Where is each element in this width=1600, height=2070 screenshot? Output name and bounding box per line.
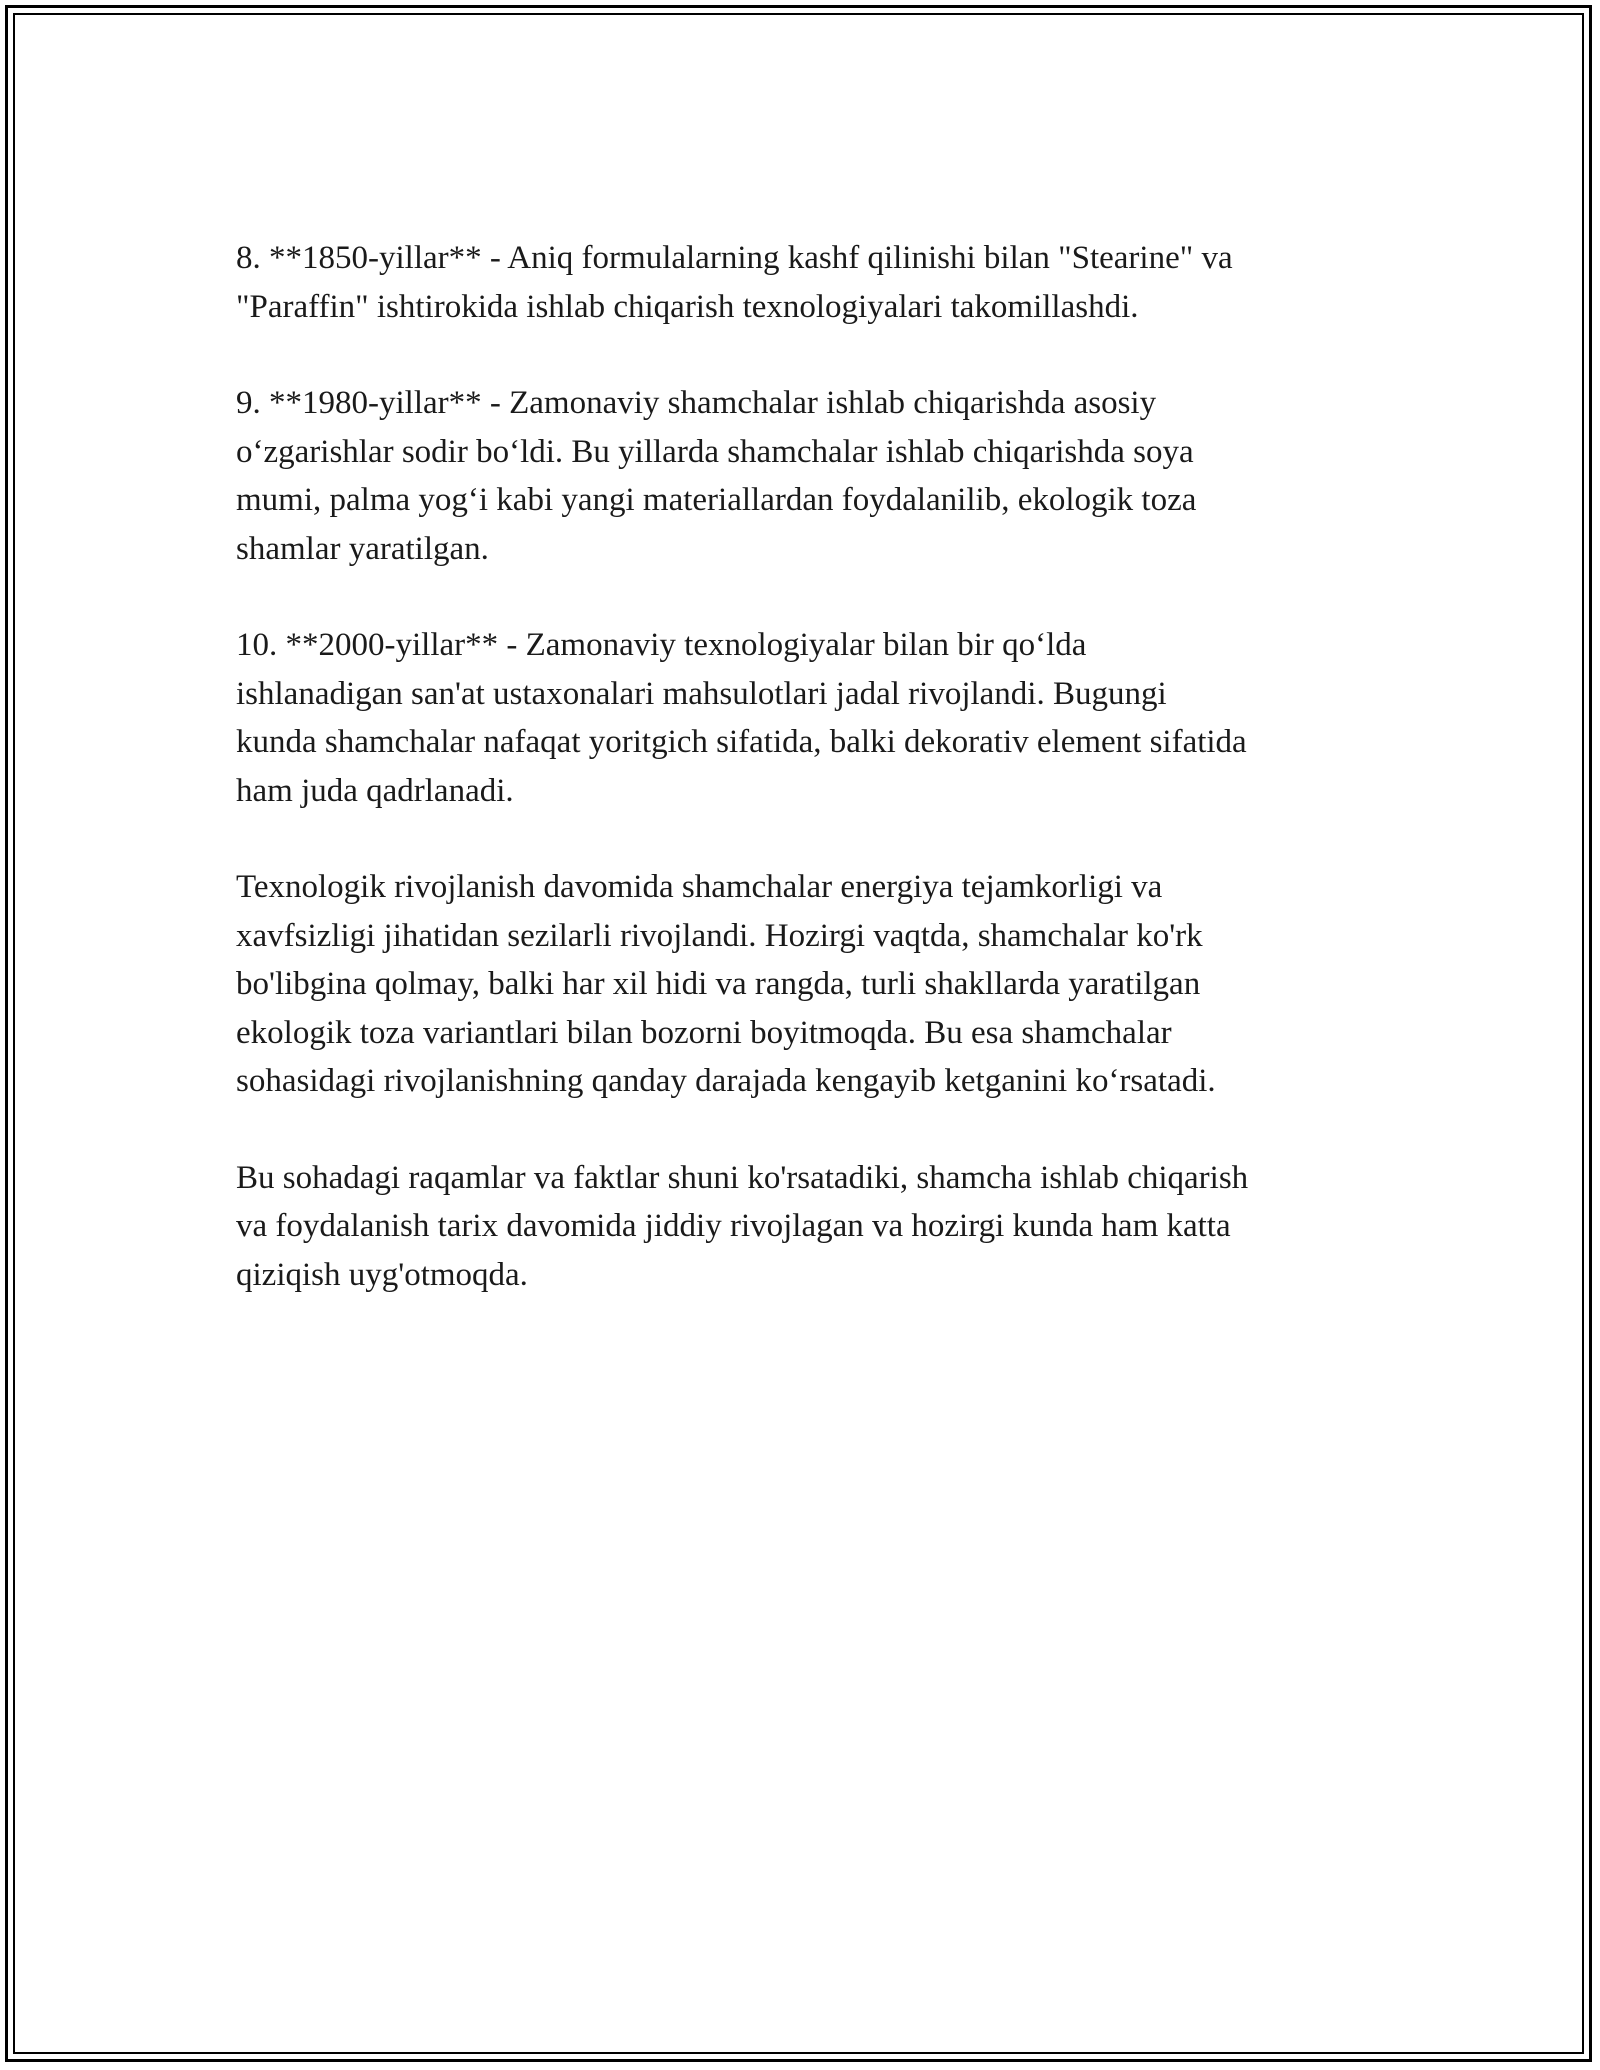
- text-line: Texnologik rivojlanish davomida shamchalar energiya tejamkorligi va: [236, 869, 1163, 905]
- text-line: 10. **2000-yillar** - Zamonaviy texnologiyalar bilan bir qo‘lda: [236, 627, 1087, 663]
- text-line: Bu sohadagi raqamlar va faktlar shuni ko'rsatadiki, shamcha ishlab chiqarish: [236, 1159, 1249, 1196]
- paragraph-conclusion: [236, 1154, 1386, 1300]
- text-line: va foydalanish tarix davomida jiddiy rivojlagan va hozirgi kunda ham katta: [236, 1208, 1231, 1244]
- text-line: bo'libgina qolmay, balki har xil hidi va rangda, turli shakllarda yaratilgan: [236, 966, 1201, 1002]
- text-line: "Paraffin" ishtirokida ishlab chiqarish texnologiyalari takomillashdi.: [236, 288, 1139, 325]
- text-line: sohasidagi rivojlanishning qanday darajada kengayib ketganini ko‘rsatadi.: [236, 1063, 1216, 1099]
- text-line: 9. **1980-yillar** - Zamonaviy shamchalar ishlab chiqarishda asosiy: [236, 385, 1157, 421]
- text-line: o‘zgarishlar sodir bo‘ldi. Bu yillarda shamchalar ishlab chiqarishda soya: [236, 433, 1194, 470]
- text-line: mumi, palma yog‘i kabi yangi materiallardan foydalanilib, ekologik toza: [236, 482, 1197, 518]
- text-line: ekologik toza variantlari bilan bozorni boyitmoqda. Bu esa shamchalar: [236, 1014, 1172, 1051]
- paragraph-2000: [236, 621, 1386, 815]
- paragraph-1850: [236, 234, 1386, 331]
- paragraph-1980: [236, 379, 1386, 573]
- text-line: 8. **1850-yillar** - Aniq formulalarning kashf qilinishi bilan "Stearine" va: [236, 240, 1233, 276]
- text-line: xavfsizligi jihatidan sezilarli rivojlandi. Hozirgi vaqtda, shamchalar ko'rk: [236, 917, 1203, 954]
- text-line: kunda shamchalar nafaqat yoritgich sifatida, balki dekorativ element sifatida: [236, 724, 1247, 760]
- document-body: [236, 234, 1386, 1347]
- text-line: ham juda qadrlanadi.: [236, 772, 514, 809]
- text-line: qiziqish uyg'otmoqda.: [236, 1256, 528, 1293]
- text-line: shamlar yaratilgan.: [236, 530, 489, 567]
- text-line: ishlanadigan san'at ustaxonalari mahsulotlari jadal rivojlandi. Bugungi: [236, 675, 1167, 712]
- paragraph-technology: [236, 863, 1386, 1106]
